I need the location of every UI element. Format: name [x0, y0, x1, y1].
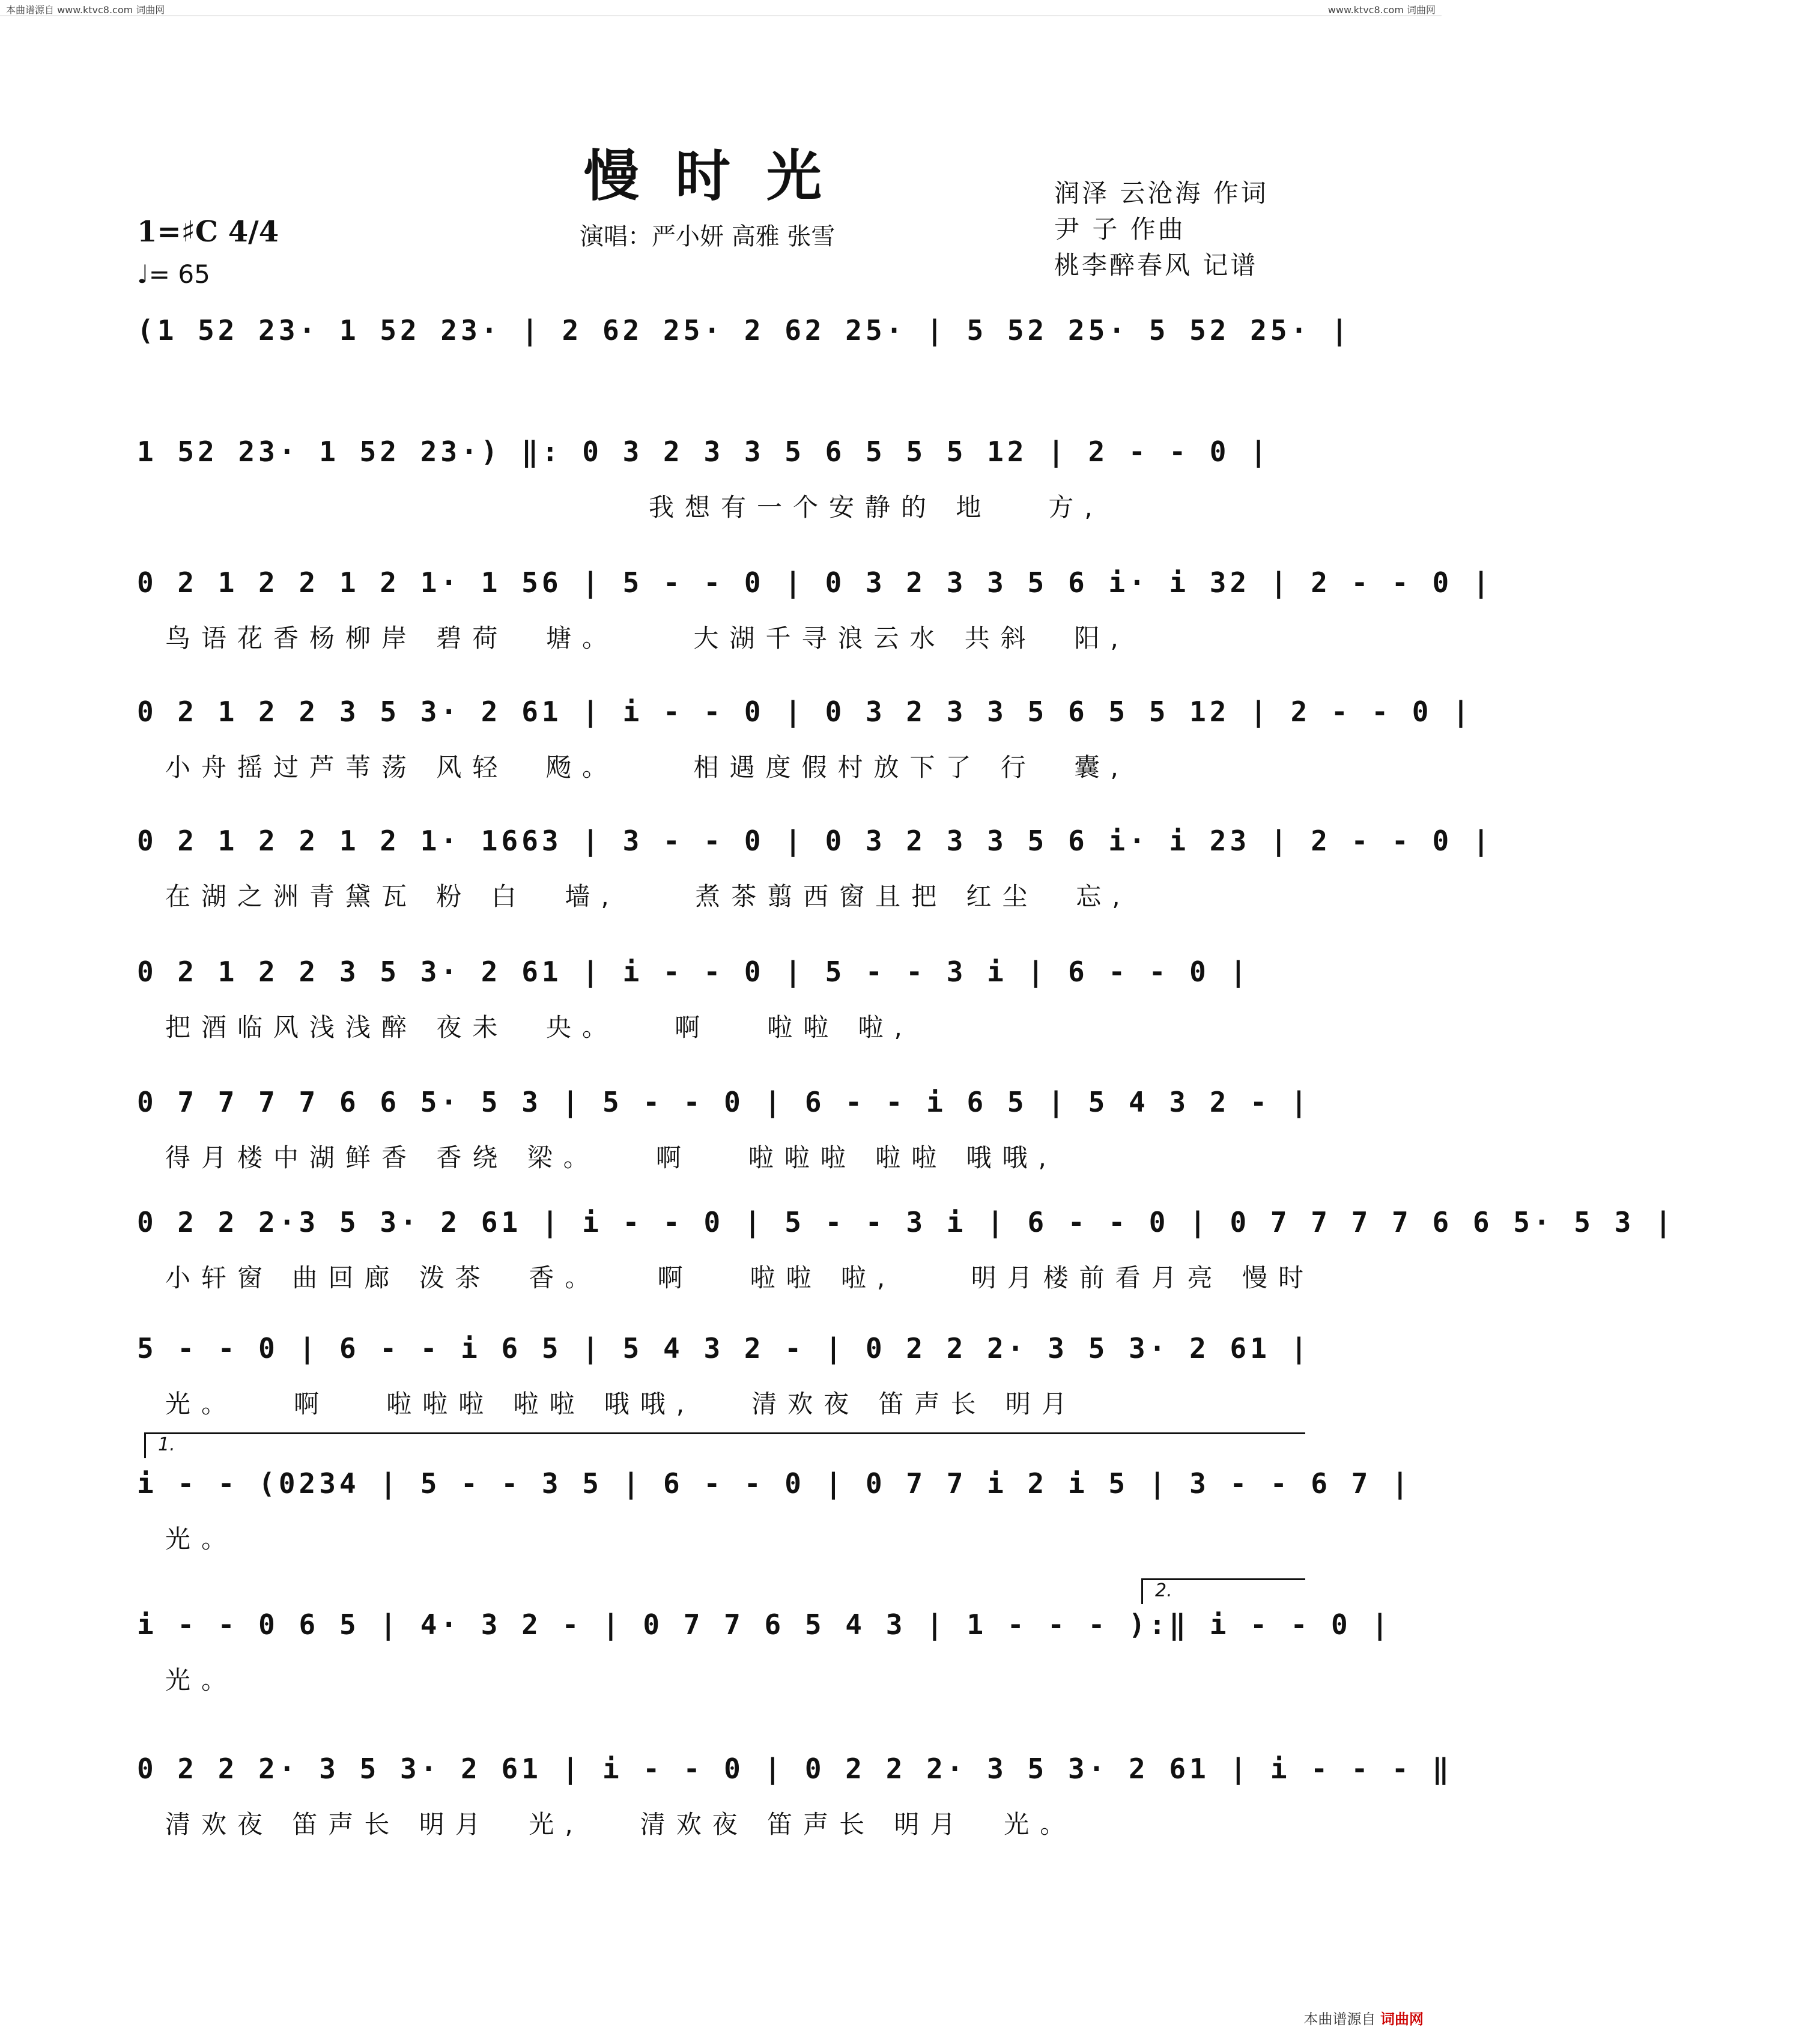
score-lyrics-line-3: 鸟语花香杨柳岸 碧荷 塘。 大湖千寻浪云水 共斜 阳, [165, 623, 1129, 653]
score-lyrics-line-6: 把酒临风浅浅醉 夜未 央。 啊 啦啦 啦, [165, 1013, 913, 1042]
lyricist-credit: 润泽 云沧海 作词 [1054, 178, 1269, 208]
tempo-marking: ♩= 65 [137, 259, 210, 289]
score-lyrics-line-4: 小舟摇过芦苇荡 风轻 飏。 相遇度假村放下了 行 囊, [165, 753, 1129, 782]
score-notes-line-10: i - - (0234 | 5 - - 3 5 | 6 - - 0 | 0 7 7 i 2 i 5 | 3 - - 6 7 | [137, 1467, 1412, 1500]
site-header-right: www.ktvc8.com 词曲网 [1327, 4, 1436, 16]
score-notes-line-7: 0 7 7 7 7 6 6 5· 5 3 | 5 - - 0 | 6 - - i 6 5 | 5 4 3 2 - | [137, 1086, 1311, 1118]
song-title: 慢时光 [583, 144, 858, 208]
credits [1054, 175, 1269, 283]
site-header-left: 本曲谱源自 www.ktvc8.com 词曲网 [6, 4, 165, 16]
volta-2-bracket [1141, 1578, 1305, 1604]
score-lyrics-line-10: 光。 [165, 1524, 238, 1554]
key-signature: 1=♯C 4/4 [137, 215, 279, 249]
footer-brand: 词曲网 [1380, 2011, 1424, 2028]
score-notes-line-5: 0 2 1 2 2 1 2 1· 1663 | 3 - - 0 | 0 3 2 3 3 5 6 i· i 23 | 2 - - 0 | [137, 825, 1493, 857]
score-notes-line-12: 0 2 2 2· 3 5 3· 2 61 | i - - 0 | 0 2 2 2· 3 5 3· 2 61 | i - - - ‖ [137, 1753, 1453, 1785]
score-lyrics-line-2: 我想有一个安静的 地 方, [649, 492, 1103, 522]
score-lyrics-line-9: 光。 啊 啦啦啦 啦啦 哦哦, 清欢夜 笛声长 明月 [165, 1389, 1078, 1419]
footer-source: 本曲谱源自 [1303, 2011, 1376, 2028]
score-notes-line-11: i - - 0 6 5 | 4· 3 2 - | 0 7 7 6 5 4 3 | 1 - - - ):‖ i - - 0 | [137, 1608, 1392, 1641]
score-notes-line-1: (1 52 23· 1 52 23· | 2 62 25· 2 62 25· | 5 52 25· 5 52 25· | [137, 314, 1351, 347]
score-notes-line-9: 5 - - 0 | 6 - - i 6 5 | 5 4 3 2 - | 0 2 2 2· 3 5 3· 2 61 | [137, 1332, 1311, 1365]
score-notes-line-2: 1 52 23· 1 52 23·) ‖: 0 3 2 3 3 5 6 5 5 5 12 | 2 - - 0 | [137, 435, 1270, 468]
volta-2-label: 2. [1155, 1580, 1172, 1601]
singers: 演唱：严小妍 高雅 张雪 [580, 223, 836, 250]
score-lyrics-line-11: 光。 [165, 1665, 238, 1695]
composer-credit: 尹 子 作曲 [1054, 214, 1186, 244]
footer [1303, 2007, 1424, 2028]
score-lyrics-line-5: 在湖之洲青黛瓦 粉 白 墙, 煮茶翦西窗且把 红尘 忘, [165, 882, 1131, 911]
score-lyrics-line-8: 小轩窗 曲回廊 泼茶 香。 啊 啦啦 啦, 明月楼前看月亮 慢时 [165, 1263, 1314, 1292]
score-notes-line-3: 0 2 1 2 2 1 2 1· 1 56 | 5 - - 0 | 0 3 2 3 3 5 6 i· i 32 | 2 - - 0 | [137, 566, 1493, 599]
volta-1-bracket [144, 1432, 1305, 1458]
score-notes-line-8: 0 2 2 2·3 5 3· 2 61 | i - - 0 | 5 - - 3 i | 6 - - 0 | 0 7 7 7 7 6 6 5· 5 3 | [137, 1206, 1675, 1238]
score-lyrics-line-7: 得月楼中湖鲜香 香绕 梁。 啊 啦啦啦 啦啦 哦哦, [165, 1143, 1057, 1172]
score-notes-line-4: 0 2 1 2 2 3 5 3· 2 61 | i - - 0 | 0 3 2 3 3 5 6 5 5 12 | 2 - - 0 | [137, 695, 1473, 728]
transcriber-credit: 桃李醉春风 记谱 [1054, 250, 1258, 280]
score-notes-line-6: 0 2 1 2 2 3 5 3· 2 61 | i - - 0 | 5 - - 3 i | 6 - - 0 | [137, 956, 1251, 988]
volta-1-label: 1. [158, 1434, 175, 1455]
score-lyrics-line-12: 清欢夜 笛声长 明月 光, 清欢夜 笛声长 明月 光。 [165, 1810, 1076, 1839]
